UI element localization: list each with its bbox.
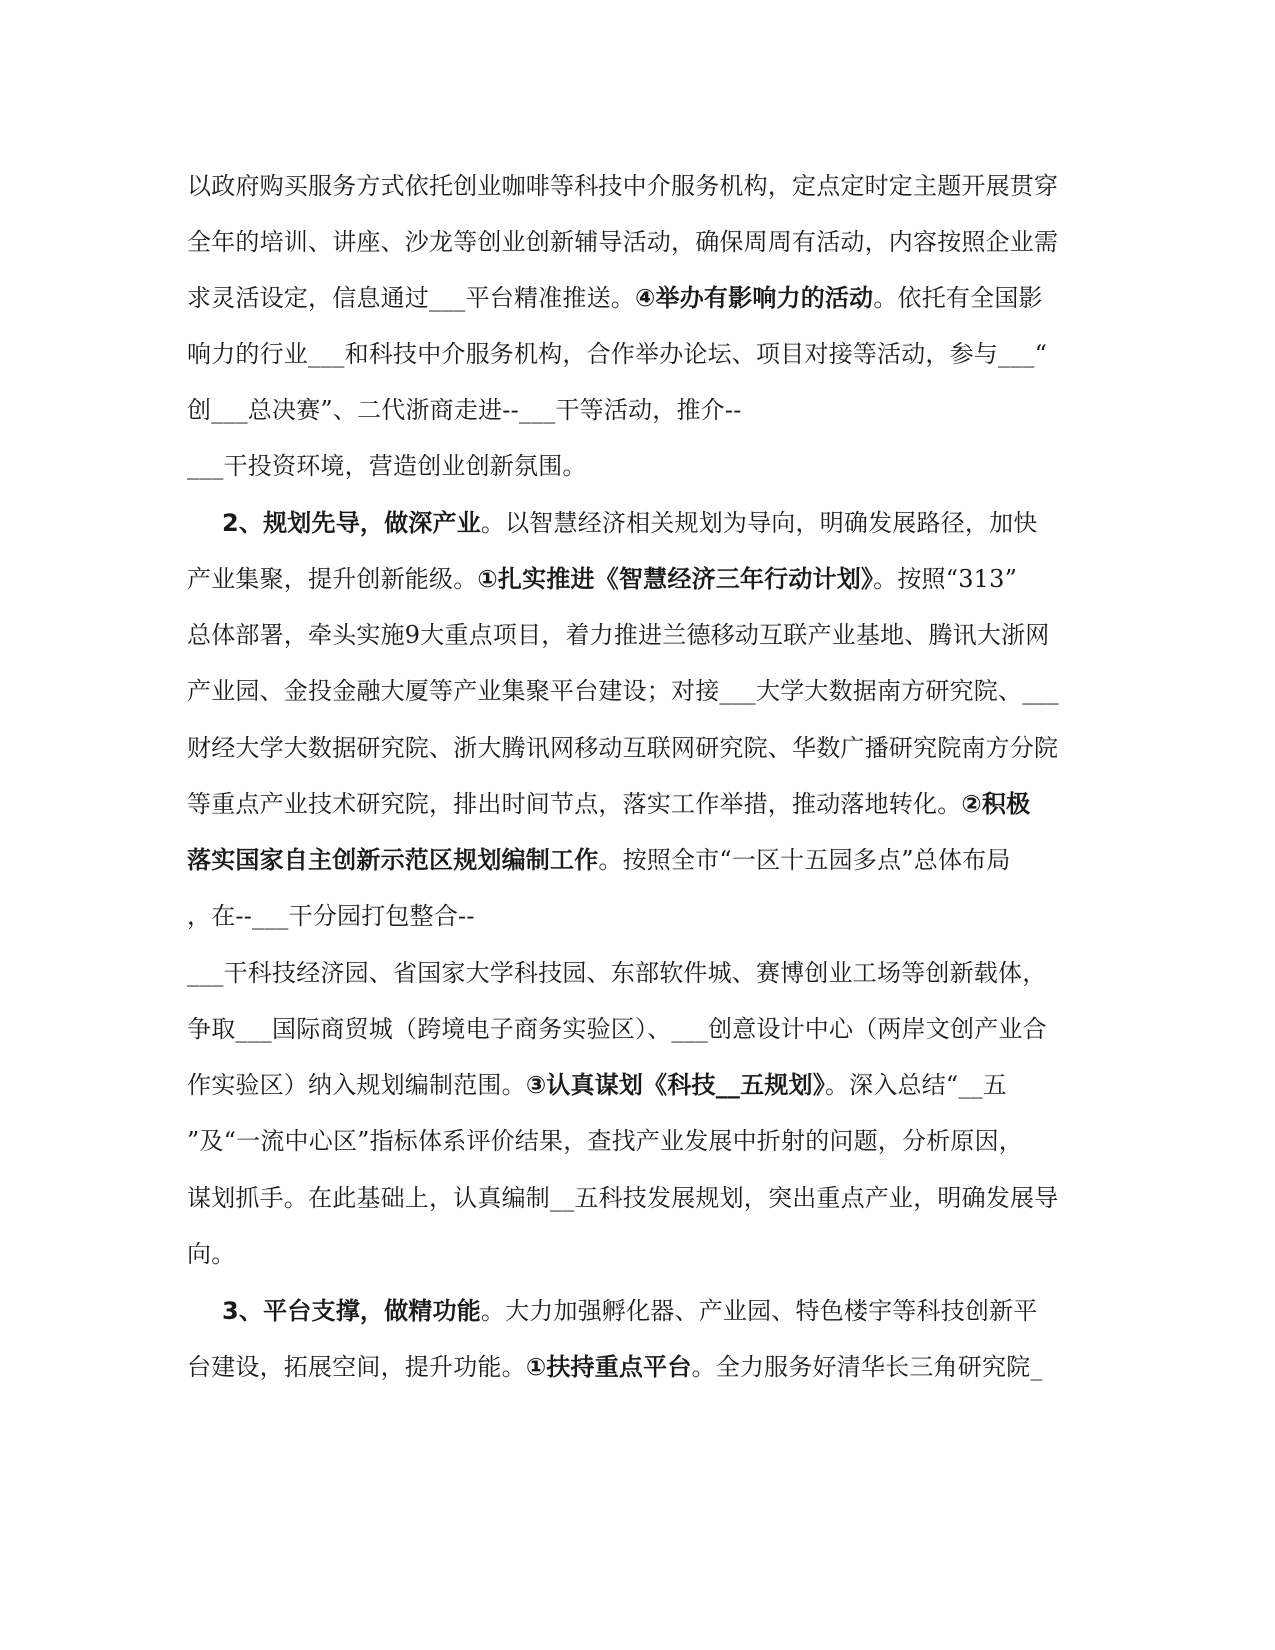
section-heading: 2、规划先导，做深产业	[222, 509, 481, 537]
text-run: 。全力服务好清华长三角研究院_	[691, 1353, 1043, 1381]
text-run: 响力的行业___和科技中介服务机构，合作举办论坛、项目对接等活动，参与___“	[187, 340, 1048, 368]
text-line	[187, 1183, 1087, 1213]
text-run: 以政府购买服务方式依托创业咖啡等科技中介服务机构，定点定时定主题开展贯穿	[187, 172, 1059, 200]
text-run: 作实验区）纳入规划编制范围。	[187, 1071, 526, 1099]
text-run: 谋划抓手。在此基础上，认真编制__五科技发展规划，突出重点产业，明确发展导	[187, 1184, 1059, 1212]
text-line	[187, 1239, 1087, 1269]
text-run: ___干投资环境，营造创业创新氛围。	[187, 452, 587, 480]
text-line	[187, 283, 1087, 313]
text-line	[187, 958, 1087, 988]
text-run: 。按照全市“一区十五园多点”总体布局	[598, 846, 1011, 874]
bold-heading: 落实国家自主创新示范区规划编制工作	[187, 846, 599, 874]
text-run: 全年的培训、讲座、沙龙等创业创新辅导活动，确保周周有活动，内容按照企业需	[187, 228, 1059, 256]
text-line	[187, 676, 1087, 706]
text-line	[222, 508, 1122, 538]
bold-heading: ①扎实推进《智慧经济三年行动计划》	[477, 565, 874, 593]
text-line	[187, 901, 1087, 931]
text-run: 产业集聚，提升创新能级。	[187, 565, 478, 593]
text-run: 。按照“313”	[873, 565, 1018, 593]
bold-heading: ④举办有影响力的活动	[635, 284, 874, 312]
bold-heading: ②积极	[961, 790, 1031, 818]
text-line	[187, 845, 1087, 875]
text-run: ，在--___干分园打包整合--	[187, 902, 475, 930]
text-run: 向。	[187, 1240, 236, 1268]
text-run: ___干科技经济园、省国家大学科技园、东部软件城、赛博创业工场等创新载体，	[187, 959, 1047, 987]
bold-heading: ①扶持重点平台	[525, 1353, 692, 1381]
text-run: 。深入总结“__五	[824, 1071, 1008, 1099]
text-run: 争取___国际商贸城（跨境电子商务实验区）、___创意设计中心（两岸文创产业合	[187, 1015, 1047, 1043]
text-run: 财经大学大数据研究院、浙大腾讯网移动互联网研究院、华数广播研究院南方分院	[187, 734, 1059, 762]
text-line	[187, 1070, 1087, 1100]
text-run: 。以智慧经济相关规划为导向，明确发展路径，加快	[480, 509, 1038, 537]
text-run: ”及“一流中心区”指标体系评价结果，查找产业发展中折射的问题，分析原因，	[187, 1127, 1024, 1155]
text-line	[187, 733, 1087, 763]
text-run: 创___总决赛”、二代浙商走进--___干等活动，推介--	[187, 396, 742, 424]
text-run: 产业园、金投金融大厦等产业集聚平台建设；对接___大学大数据南方研究院、___	[187, 677, 1059, 705]
text-line	[187, 564, 1087, 594]
text-line	[187, 451, 1087, 481]
text-line	[187, 1014, 1087, 1044]
text-run: 等重点产业技术研究院，排出时间节点，落实工作举措，推动落地转化。	[187, 790, 962, 818]
text-line	[187, 339, 1087, 369]
text-line	[187, 171, 1087, 201]
text-line	[222, 1296, 1122, 1326]
text-run: 。大力加强孵化器、产业园、特色楼宇等科技创新平	[480, 1297, 1038, 1325]
bold-heading: ③认真谋划《科技__五规划》	[525, 1071, 825, 1099]
text-run: 总体部署，牵头实施9大重点项目，着力推进兰德移动互联产业基地、腾讯大浙网	[187, 621, 1050, 649]
text-run: 求灵活设定，信息通过___平台精准推送。	[187, 284, 635, 312]
text-line	[187, 227, 1087, 257]
text-line	[187, 1352, 1087, 1382]
text-run: 台建设，拓展空间，提升功能。	[187, 1353, 526, 1381]
text-run: 。依托有全国影	[873, 284, 1043, 312]
text-line	[187, 620, 1087, 650]
section-heading: 3、平台支撑，做精功能	[222, 1297, 481, 1325]
text-line	[187, 789, 1087, 819]
text-line	[187, 1126, 1087, 1156]
text-line	[187, 395, 1087, 425]
